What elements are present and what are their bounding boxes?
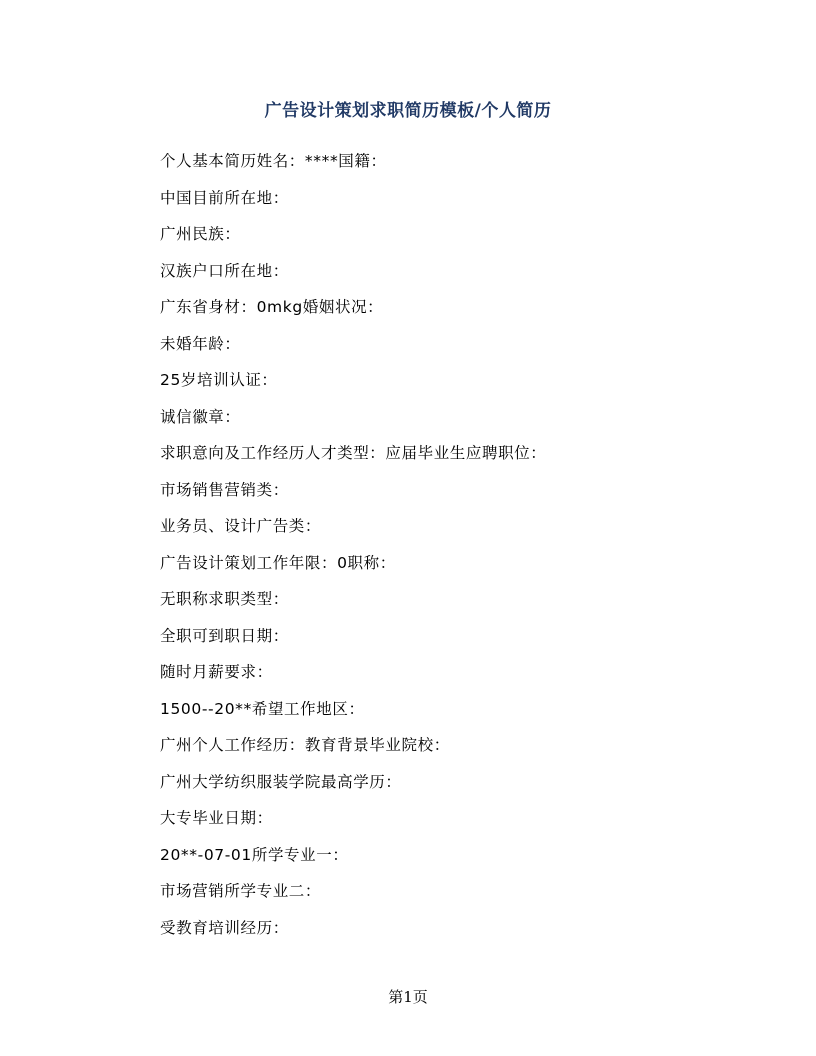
body-line-9: 求职意向及工作经历人才类型：应届毕业生应聘职位： xyxy=(160,444,547,462)
body-line-5: 广东省身材：0mkg婚姻状况： xyxy=(160,298,384,316)
body-line-2: 中国目前所在地： xyxy=(160,188,289,207)
body-line-12: 广告设计策划工作年限：0职称： xyxy=(160,553,396,572)
body-line-7: 25岁培训认证： xyxy=(160,371,278,389)
body-line-19: 大专毕业日期： xyxy=(160,809,273,827)
page-number: 第1页 xyxy=(388,988,428,1006)
body-line-17: 广州个人工作经历：教育背景毕业院校： xyxy=(160,736,450,754)
body-line-3: 广州民族： xyxy=(160,225,241,243)
resume-body xyxy=(160,147,720,950)
body-line-15: 随时月薪要求： xyxy=(160,663,273,681)
body-line-4: 汉族户口所在地： xyxy=(160,261,289,280)
body-line-1: 个人基本简历姓名：****国籍： xyxy=(160,152,387,170)
body-line-16: 1500--20**希望工作地区： xyxy=(160,699,365,718)
body-line-22: 受教育培训经历： xyxy=(160,918,289,937)
body-line-18: 广州大学纺织服装学院最高学历： xyxy=(160,772,402,791)
body-line-21: 市场营销所学专业二： xyxy=(160,882,322,900)
body-line-20: 20**-07-01所学专业一： xyxy=(160,845,349,864)
body-line-11: 业务员、设计广告类： xyxy=(160,517,322,535)
body-line-10: 市场销售营销类： xyxy=(160,480,289,499)
body-line-14: 全职可到职日期： xyxy=(160,626,289,645)
body-line-13: 无职称求职类型： xyxy=(160,590,289,608)
body-line-8: 诚信徽章： xyxy=(160,407,241,426)
body-line-6: 未婚年龄： xyxy=(160,334,241,353)
document-title: 广告设计策划求职简历模板/个人简历 xyxy=(264,101,552,121)
